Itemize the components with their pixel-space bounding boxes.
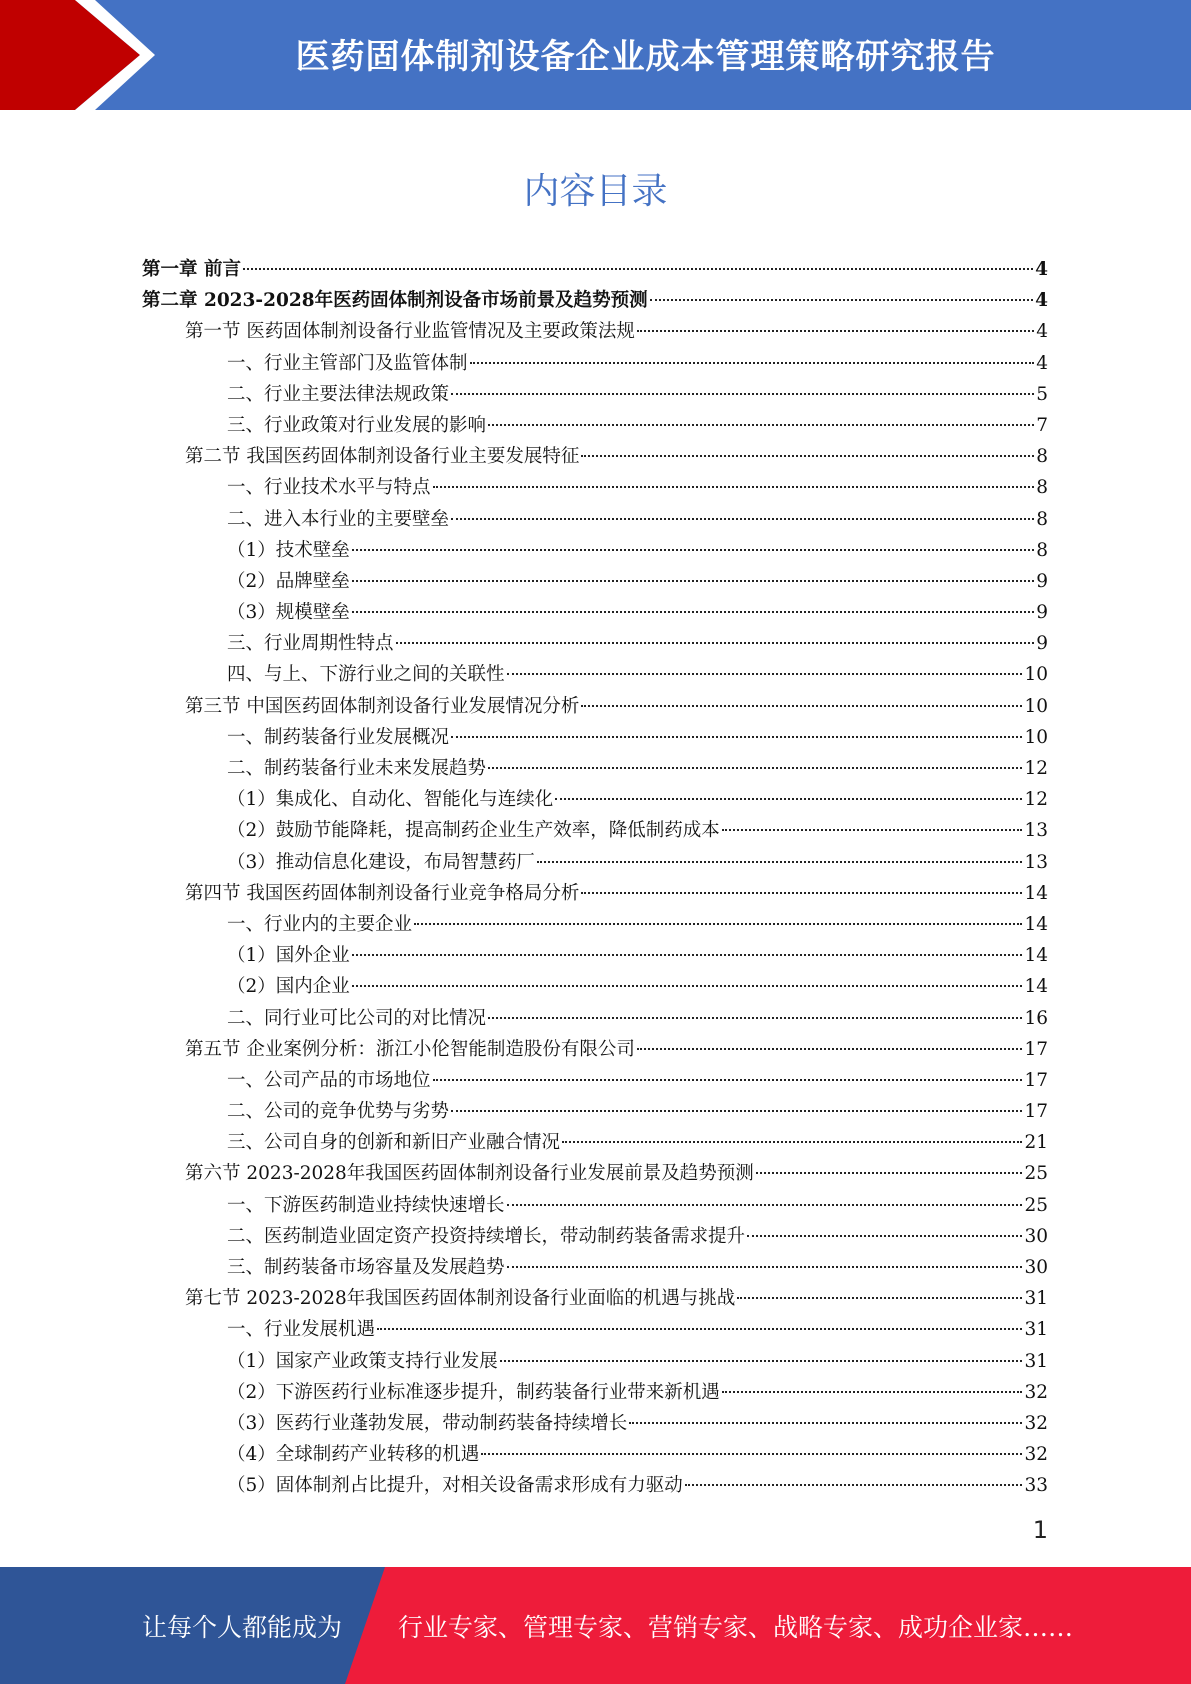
toc-entry-page: 25 <box>1024 1163 1048 1185</box>
toc-entry-title: 四、与上、下游行业之间的关联性 <box>227 664 505 686</box>
toc-dot-leader <box>500 1360 1023 1362</box>
toc-entry-page: 10 <box>1024 726 1048 748</box>
toc-entry-page: 5 <box>1036 383 1048 405</box>
toc-entry-title: （3）规模壁垒 <box>227 602 350 624</box>
toc-entry-page: 14 <box>1024 945 1048 967</box>
toc-entry-title: （2）国内企业 <box>227 976 350 998</box>
toc-entry[interactable] <box>142 472 1048 503</box>
toc-entry-title: 二、同行业可比公司的对比情况 <box>227 1007 487 1029</box>
toc-entry-page: 17 <box>1024 1101 1048 1123</box>
toc-entry-page: 17 <box>1024 1069 1048 1091</box>
toc-entry[interactable] <box>142 847 1048 878</box>
toc-entry-page: 14 <box>1024 882 1048 904</box>
toc-dot-leader <box>481 1453 1022 1455</box>
toc-dot-leader <box>451 1110 1022 1112</box>
toc-entry[interactable] <box>142 316 1048 347</box>
toc-entry[interactable] <box>142 1034 1048 1065</box>
toc-dot-leader <box>737 1297 1022 1299</box>
toc-entry-page: 31 <box>1024 1288 1048 1310</box>
toc-entry-page: 10 <box>1024 695 1048 717</box>
toc-entry-page: 30 <box>1024 1225 1048 1247</box>
toc-entry[interactable] <box>142 285 1048 316</box>
toc-entry-title: 二、医药制造业固定资产投资持续增长，带动制药装备需求提升 <box>227 1225 746 1247</box>
toc-entry-page: 9 <box>1036 570 1048 592</box>
toc-entry-title: 第四节 我国医药固体制剂设备行业竞争格局分析 <box>185 882 580 904</box>
toc-entry-title: 二、制药装备行业未来发展趋势 <box>227 758 487 779</box>
toc-entry[interactable] <box>142 628 1048 659</box>
toc-entry-title: 一、行业发展机遇 <box>227 1319 376 1341</box>
toc-dot-leader <box>352 954 1023 956</box>
toc-dot-leader <box>747 1235 1022 1237</box>
toc-entry[interactable] <box>142 878 1048 909</box>
toc-entry-title: 一、下游医药制造业持续快速增长 <box>227 1194 505 1216</box>
toc-entry[interactable] <box>142 1221 1048 1252</box>
toc-entry-title: 第五节 企业案例分析：浙江小伦智能制造股份有限公司 <box>185 1038 635 1060</box>
toc-entry[interactable] <box>142 504 1048 535</box>
toc-dot-leader <box>581 892 1022 894</box>
toc-dot-leader <box>352 611 1034 613</box>
toc-heading: 内容目录 <box>523 171 668 212</box>
toc-dot-leader <box>488 767 1022 769</box>
toc-dot-leader <box>396 642 1035 644</box>
toc-dot-leader <box>722 829 1023 831</box>
toc-entry[interactable] <box>142 722 1048 753</box>
toc-entry-page: 31 <box>1024 1350 1048 1372</box>
toc-dot-leader <box>637 330 1034 332</box>
toc-dot-leader <box>414 923 1022 925</box>
toc-entry[interactable] <box>142 659 1048 690</box>
toc-entry[interactable] <box>142 535 1048 566</box>
toc-dot-leader <box>488 424 1034 426</box>
toc-entry-title: 第三节 中国医药固体制剂设备行业发展情况分析 <box>185 695 580 717</box>
toc-entry-page: 32 <box>1024 1444 1048 1466</box>
toc-entry-title: （1）技术壁垒 <box>227 539 350 561</box>
toc-entry-page: 8 <box>1036 446 1048 468</box>
toc-entry-title: 第七节 2023-2028年我国医药固体制剂设备行业面临的机遇与挑战 <box>185 1288 736 1310</box>
toc-dot-leader <box>451 736 1022 738</box>
toc-entry[interactable] <box>142 1252 1048 1283</box>
toc-entry-title: （1）国家产业政策支持行业发展 <box>227 1350 498 1372</box>
toc-dot-leader <box>451 518 1034 520</box>
toc-dot-leader <box>377 1328 1022 1330</box>
toc-entry-title: 第一节 医药固体制剂设备行业监管情况及主要政策法规 <box>185 321 635 343</box>
toc-entry[interactable] <box>142 940 1048 971</box>
toc-entry-title: 第六节 2023-2028年我国医药固体制剂设备行业发展前景及趋势预测 <box>185 1163 754 1185</box>
toc-dot-leader <box>685 1484 1023 1486</box>
toc-entry[interactable] <box>142 691 1048 722</box>
page-number: 1 <box>1032 1516 1048 1544</box>
toc-dot-leader <box>637 1048 1023 1050</box>
toc-entry[interactable] <box>142 1158 1048 1189</box>
toc-dot-leader <box>555 798 1022 800</box>
toc-entry[interactable] <box>142 597 1048 628</box>
toc-entry-title: 第二节 我国医药固体制剂设备行业主要发展特征 <box>185 446 580 468</box>
toc-entry-title: （2）鼓励节能降耗，提高制药企业生产效率，降低制药成本 <box>227 820 720 842</box>
toc-dot-leader <box>562 1141 1022 1143</box>
toc-entry-title: 三、制药装备市场容量及发展趋势 <box>227 1257 505 1278</box>
toc-entry-page: 10 <box>1024 664 1048 686</box>
toc-entry-title: 一、制药装备行业发展概况 <box>227 726 450 748</box>
toc-entry-page: 17 <box>1024 1038 1048 1060</box>
toc-dot-leader <box>537 861 1023 863</box>
toc-dot-leader <box>352 580 1034 582</box>
toc-dot-leader <box>650 299 1034 301</box>
toc-entry[interactable] <box>142 1190 1048 1221</box>
toc-dot-leader <box>352 549 1034 551</box>
toc-entry-page: 13 <box>1024 820 1048 842</box>
toc-dot-leader <box>756 1172 1023 1174</box>
toc-entry[interactable] <box>142 1470 1048 1501</box>
header-band <box>0 0 1191 110</box>
toc-entry-page: 8 <box>1036 539 1048 561</box>
toc-dot-leader <box>352 985 1023 987</box>
toc-entry[interactable] <box>142 566 1048 597</box>
header-red-arrow <box>0 0 150 110</box>
toc-entry[interactable] <box>142 909 1048 940</box>
toc-dot-leader <box>470 362 1035 364</box>
toc-entry-page: 4 <box>1036 321 1048 343</box>
toc-entry-title: 二、进入本行业的主要壁垒 <box>227 508 450 530</box>
toc-entry-page: 9 <box>1036 633 1048 655</box>
toc-entry[interactable] <box>142 1127 1048 1158</box>
toc-entry-title: （1）集成化、自动化、智能化与连续化 <box>227 789 554 811</box>
toc-entry-title: （4）全球制药产业转移的机遇 <box>227 1444 480 1466</box>
toc-entry-page: 7 <box>1036 414 1048 436</box>
toc-entry[interactable] <box>142 1439 1048 1470</box>
toc-entry-title: 三、公司自身的创新和新旧产业融合情况 <box>227 1132 561 1154</box>
toc-entry[interactable] <box>142 784 1048 815</box>
toc-entry-title: 一、行业内的主要企业 <box>227 913 413 935</box>
toc-entry[interactable] <box>142 1003 1048 1034</box>
toc-entry[interactable] <box>142 1065 1048 1096</box>
toc-entry[interactable] <box>142 348 1048 379</box>
toc-entry[interactable] <box>142 753 1048 784</box>
toc-dot-leader <box>451 393 1034 395</box>
toc-dot-leader <box>581 705 1022 707</box>
toc-entry-title: 第一章 前言 <box>142 259 241 280</box>
toc-entry-page: 16 <box>1024 1007 1048 1029</box>
toc-entry-title: （2）品牌壁垒 <box>227 570 350 592</box>
toc-entry[interactable] <box>142 441 1048 472</box>
toc-entry[interactable] <box>142 410 1048 441</box>
toc-entry[interactable] <box>142 971 1048 1002</box>
toc-entry[interactable] <box>142 815 1048 846</box>
report-title: 医药固体制剂设备企业成本管理策略研究报告 <box>295 36 996 77</box>
toc-entry[interactable] <box>142 1283 1048 1314</box>
toc-entry[interactable] <box>142 254 1048 285</box>
toc-entry[interactable] <box>142 379 1048 410</box>
toc-entry-title: 二、公司的竞争优势与劣势 <box>227 1101 450 1123</box>
footer-slogan-right: 行业专家、管理专家、营销专家、战略专家、成功企业家…… <box>398 1612 1074 1642</box>
toc-entry[interactable] <box>142 1346 1048 1377</box>
toc-entry-page: 4 <box>1035 259 1048 280</box>
toc-dot-leader <box>488 1017 1022 1019</box>
toc-entry[interactable] <box>142 1408 1048 1439</box>
toc-entry-page: 25 <box>1024 1194 1048 1216</box>
toc-entry-title: （5）固体制剂占比提升，对相关设备需求形成有力驱动 <box>227 1475 683 1497</box>
toc-entry[interactable] <box>142 1314 1048 1345</box>
toc-dot-leader <box>243 268 1033 270</box>
toc-entry-page: 31 <box>1024 1319 1048 1341</box>
toc-entry-title: 二、行业主要法律法规政策 <box>227 383 450 405</box>
toc-dot-leader <box>433 486 1035 488</box>
toc-entry-page: 13 <box>1024 851 1048 873</box>
toc-dot-leader <box>722 1391 1023 1393</box>
toc-entry-page: 4 <box>1036 352 1048 374</box>
toc-entry-page: 30 <box>1024 1257 1048 1278</box>
toc-entry-page: 8 <box>1036 508 1048 530</box>
table-of-contents <box>142 254 1048 1502</box>
toc-entry-title: 第二章 2023-2028年医药固体制剂设备市场前景及趋势预测 <box>142 290 648 312</box>
toc-entry-page: 33 <box>1024 1475 1048 1497</box>
toc-entry-page: 14 <box>1024 976 1048 998</box>
footer-band <box>0 1567 1191 1684</box>
toc-entry-title: （1）国外企业 <box>227 945 350 967</box>
toc-entry-page: 14 <box>1024 913 1048 935</box>
toc-entry-page: 9 <box>1036 602 1048 624</box>
toc-entry-title: 三、行业政策对行业发展的影响 <box>227 414 487 436</box>
toc-entry-title: 三、行业周期性特点 <box>227 633 394 655</box>
toc-entry-title: 一、行业技术水平与特点 <box>227 477 431 499</box>
toc-dot-leader <box>507 1266 1023 1268</box>
toc-dot-leader <box>507 1204 1023 1206</box>
toc-entry-title: （3）医药行业蓬勃发展，带动制药装备持续增长 <box>227 1412 628 1434</box>
toc-dot-leader <box>581 455 1034 457</box>
toc-dot-leader <box>433 1079 1023 1081</box>
toc-entry[interactable] <box>142 1377 1048 1408</box>
toc-entry-page: 32 <box>1024 1412 1048 1434</box>
toc-entry-title: 一、行业主管部门及监管体制 <box>227 352 468 374</box>
footer-slogan-left: 让每个人都能成为 <box>142 1612 343 1642</box>
toc-entry-title: （2）下游医药行业标准逐步提升，制药装备行业带来新机遇 <box>227 1381 720 1403</box>
toc-entry-title: 一、公司产品的市场地位 <box>227 1069 431 1091</box>
toc-entry-page: 32 <box>1024 1381 1048 1403</box>
toc-dot-leader <box>629 1422 1022 1424</box>
toc-entry[interactable] <box>142 1096 1048 1127</box>
toc-entry-title: （3）推动信息化建设，布局智慧药厂 <box>227 851 535 873</box>
toc-entry-page: 4 <box>1035 290 1048 312</box>
toc-entry-page: 12 <box>1024 789 1048 811</box>
toc-dot-leader <box>507 673 1023 675</box>
toc-entry-page: 8 <box>1036 477 1048 499</box>
toc-entry-page: 21 <box>1024 1132 1048 1154</box>
toc-entry-page: 12 <box>1024 758 1048 779</box>
